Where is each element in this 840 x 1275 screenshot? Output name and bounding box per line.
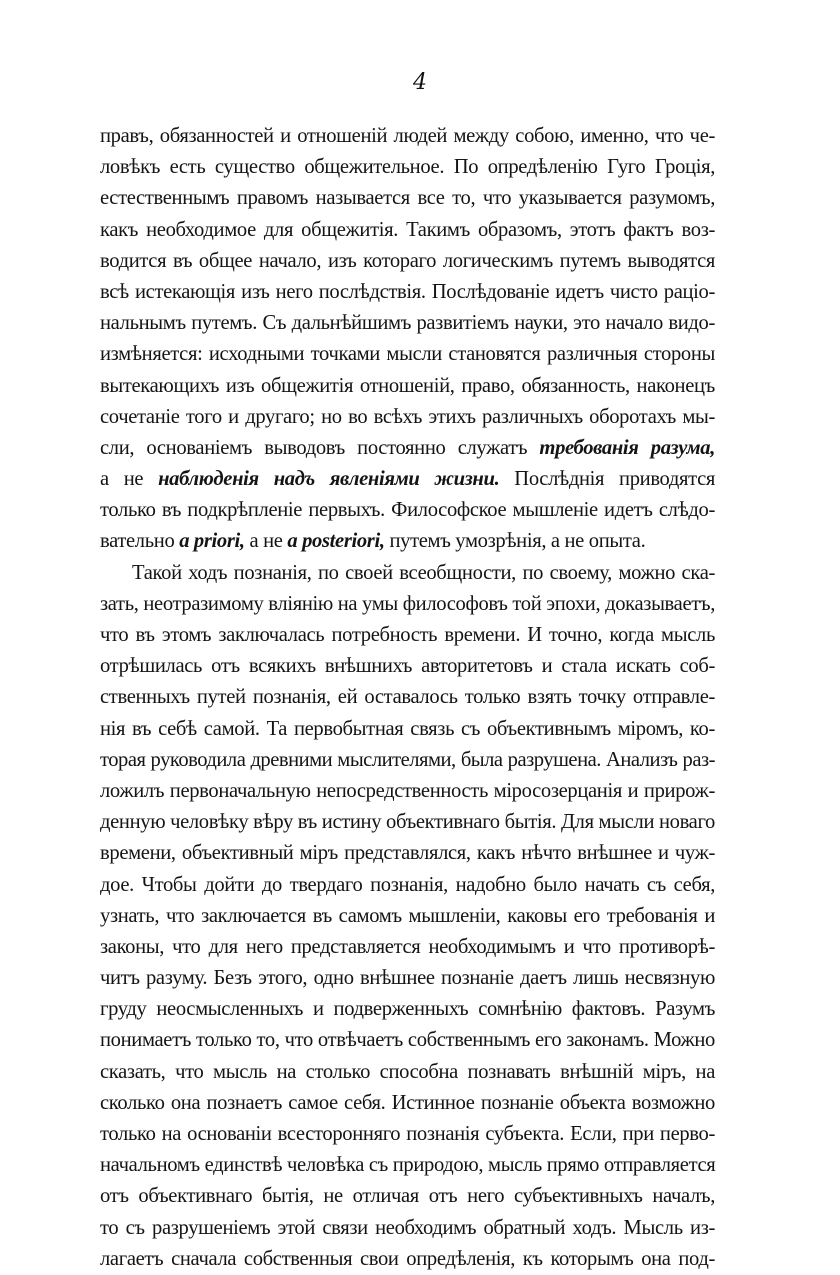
text-line: законы, что для него представляется необходимымъ и что противорѣ- <box>100 935 715 958</box>
text-line: ственныхъ путей познанія, ей оставалось только взять точку отправле- <box>100 686 715 709</box>
text-line: нальнымъ путемъ. Съ дальнѣйшимъ развитіемъ науки, это начало видо- <box>100 312 715 335</box>
text-line: отъ объективнаго бытія, не отличая отъ него субъективныхъ началъ, <box>100 1185 715 1208</box>
text-line: ложилъ первоначальную непосредственность міросозерцанія и прирож- <box>100 779 715 802</box>
emphasis-phrase: a priori, <box>179 530 245 553</box>
text-line: лагаетъ сначала собственныя свои опредѣленія, къ которымъ она под- <box>100 1247 715 1270</box>
text-line: вательно a priori, а не a posteriori, путемъ умозрѣнія, а не опыта. <box>100 530 646 553</box>
text-line: отрѣшилась отъ всякихъ внѣшнихъ авторитетовъ и стала искать соб- <box>100 655 715 678</box>
text-line: сказать, что мысль на столько способна познавать внѣшній міръ, на <box>100 1060 715 1083</box>
text-line: измѣняется: исходными точками мысли становятся различныя стороны <box>100 343 715 366</box>
text-line: что въ этомъ заключалась потребность времени. И точно, когда мысль <box>100 624 715 646</box>
body-text <box>100 121 715 1275</box>
text-line: денную человѣку вѣру въ истину объективнаго бытія. Для мысли новаго <box>100 811 715 834</box>
text-line: начальномъ единствѣ человѣка съ природою, мысль прямо отправляется <box>100 1154 716 1177</box>
text-line: всѣ истекающія изъ него послѣдствія. Послѣдованіе идетъ чисто раціо- <box>100 280 715 303</box>
emphasis-phrase: a posteriori, <box>287 530 385 553</box>
text-line: сли, основаніемъ выводовъ постоянно служатъ требованія разума, <box>100 436 715 459</box>
text-line: сочетаніе того и другаго; но во всѣхъ этихъ различныхъ оборотахъ мы- <box>100 405 715 428</box>
text-line: узнать, что заключается въ самомъ мышленіи, каковы его требованія и <box>100 904 715 927</box>
text-line: ловѣкъ есть существо общежительное. По опредѣленію Гуго Гроція, <box>100 156 715 179</box>
text-line: то съ разрушеніемъ этой связи необходимъ обратный ходъ. Мысль из- <box>100 1216 715 1239</box>
text-line: нія въ себѣ самой. Та первобытная связь съ объективнымъ міромъ, ко- <box>100 717 715 740</box>
text-line: зать, неотразимому вліянію на умы философовъ той эпохи, доказываетъ, <box>100 592 715 615</box>
text-line: груду неосмысленныхъ и подверженныхъ сомнѣнію фактовъ. Разумъ <box>100 998 715 1021</box>
text-line: правъ, обязанностей и отношеній людей между собою, именно, что че- <box>100 125 715 147</box>
text-line: дое. Чтобы дойти до твердаго познанія, надобно было начать съ себя, <box>100 873 715 896</box>
text-line: вытекающихъ изъ общежитія отношеній, право, обязанность, наконецъ <box>100 374 715 397</box>
text-line: а не наблюденія надъ явленіями жизни. Послѣднія приводятся <box>100 468 715 491</box>
text-line: времени, объективный міръ представлялся, какъ нѣчто внѣшнее и чуж- <box>100 842 715 865</box>
emphasis-phrase: наблюденія надъ явленіями жизни. <box>158 468 500 491</box>
text-line: водится въ общее начало, изъ котораго логическимъ путемъ выводятся <box>100 249 715 272</box>
text-line: только въ подкрѣпленіе первыхъ. Философское мышленіе идетъ слѣдо- <box>100 499 715 522</box>
text-line: только на основаніи всесторонняго познанія субъекта. Если, при перво- <box>100 1123 715 1145</box>
text-line: какъ необходимое для общежитія. Такимъ образомъ, этотъ фактъ воз- <box>100 218 715 241</box>
text-line: понимаетъ только то, что отвѣчаетъ собственнымъ его законамъ. Можно <box>100 1029 715 1052</box>
text-line: торая руководила древними мыслителями, была разрушена. Анализъ раз- <box>100 748 715 771</box>
emphasis-phrase: требованія разума, <box>539 436 715 459</box>
text-line: естественнымъ правомъ называется все то, что указывается разумомъ, <box>100 187 715 210</box>
text-line: Такой ходъ познанія, по своей всеобщности, по своему, можно ска- <box>132 561 715 584</box>
page-number: 4 <box>413 70 427 95</box>
text-line: сколько она познаетъ самое себя. Истинное познаніе объекта возможно <box>100 1091 715 1114</box>
text-line: читъ разуму. Безъ этого, одно внѣшнее познаніе даетъ лишь несвязную <box>100 967 715 990</box>
